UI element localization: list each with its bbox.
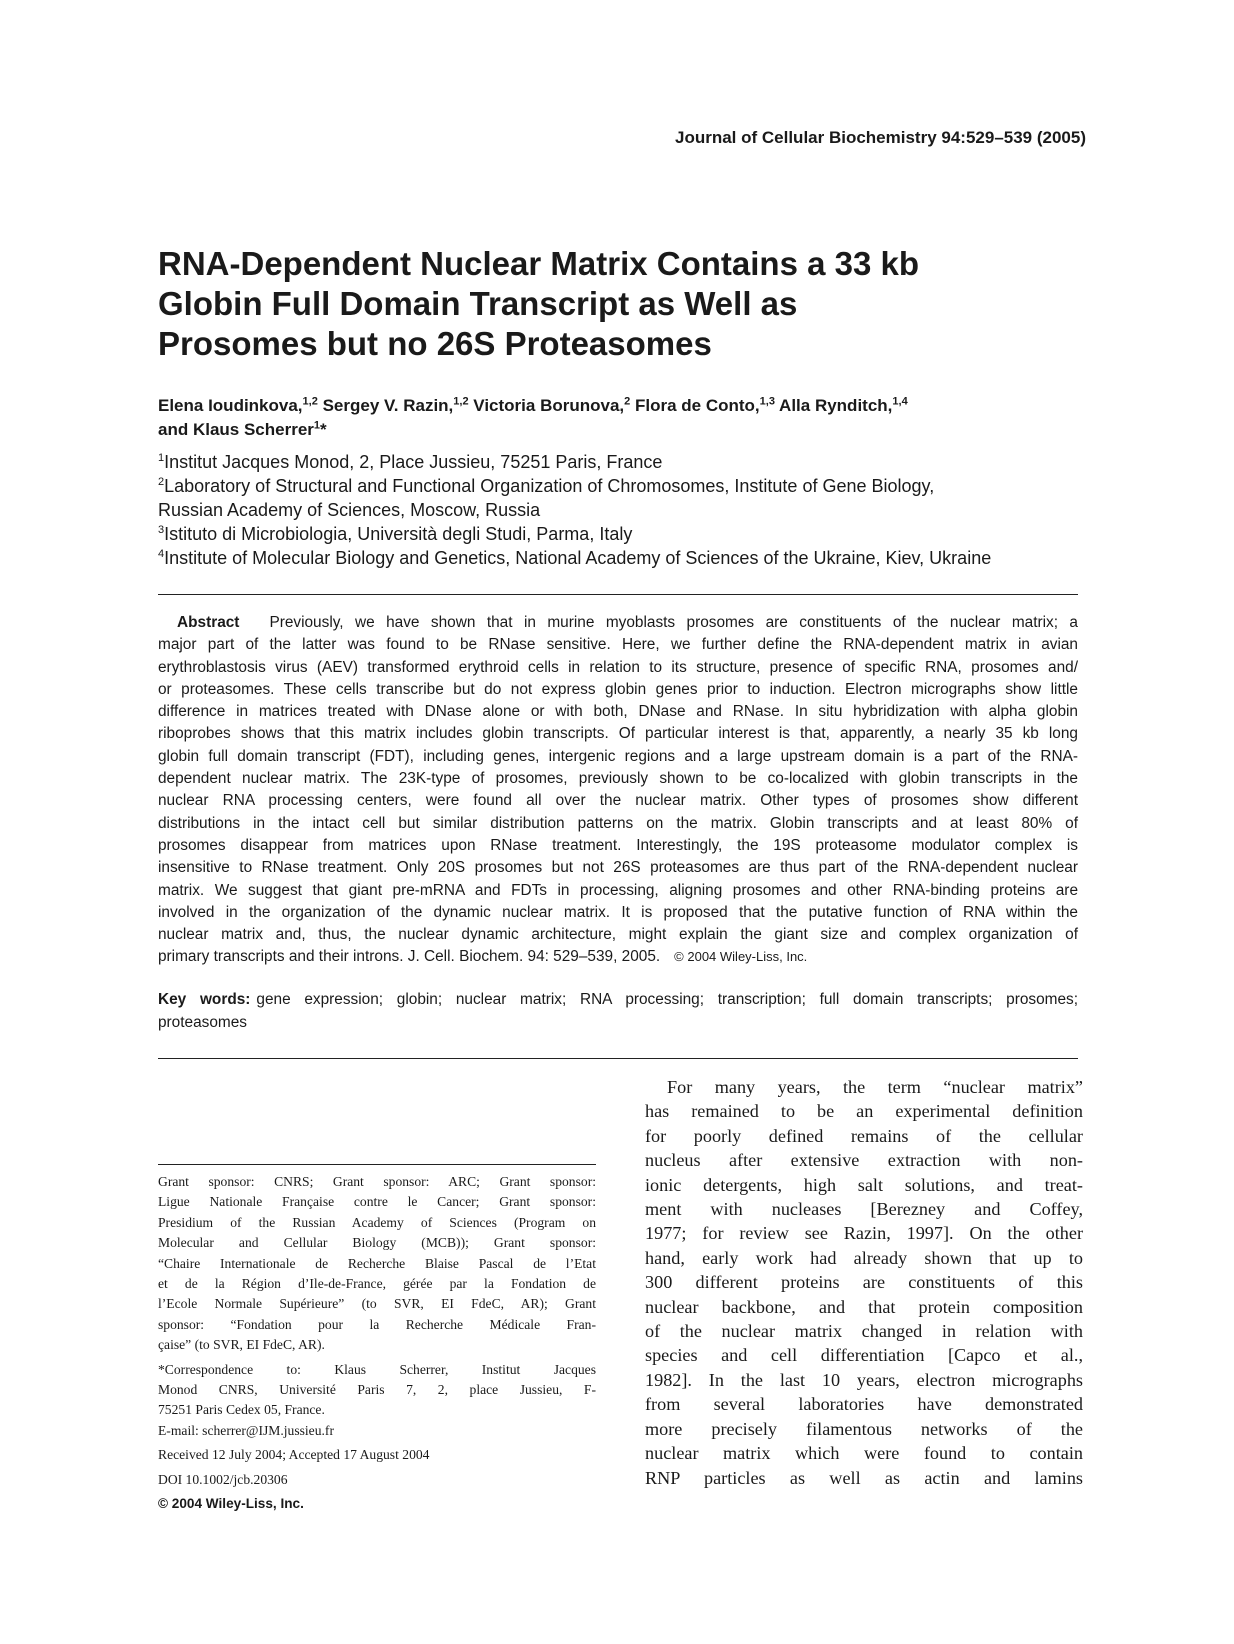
footnote-copyright: © 2004 Wiley-Liss, Inc. [158, 1496, 304, 1512]
abstract-text: primary transcripts and their introns. J. Cell. Biochem. 94: 529–539, 2005. [158, 948, 661, 966]
author-affil-sup: 1,2 [453, 395, 469, 408]
author-list [158, 394, 1078, 442]
title-line: Prosomes but no 26S Proteasomes [158, 325, 712, 362]
affiliation-line [158, 450, 1098, 474]
author-name: Alla Rynditch, [774, 396, 893, 415]
body-line: of the nuclear matrix changed in relation with [645, 1321, 1083, 1342]
title-line: RNA-Dependent Nuclear Matrix Contains a 33 kb [158, 245, 919, 282]
body-text-column [645, 1075, 1083, 1490]
abstract-label: Abstract [177, 614, 240, 631]
abstract-line: erythroblastosis virus (AEV) transformed erythroid cells in relation to its structure, presence of specific RNA, prosomes and/ [158, 658, 1078, 676]
grant-line: l’Ecole Normale Supérieure” (to SVR, EI FdeC, AR); Grant [158, 1296, 596, 1312]
abstract-line: insensitive to RNase treatment. Only 20S prosomes but not 26S proteasomes are thus part of the RNA-dependent nuclear [158, 859, 1078, 877]
body-line: nuclear matrix which were found to contain [645, 1443, 1083, 1464]
keywords-line: proteasomes [158, 1014, 247, 1031]
body-line: ionic detergents, high salt solutions, and treat- [645, 1174, 1083, 1195]
abstract [158, 612, 1078, 969]
author-affil-sup: 2 [624, 395, 631, 408]
abstract-line: dependent nuclear matrix. The 23K-type of prosomes, previously shown to be co-localized with globin transcripts in the [158, 770, 1078, 788]
abstract-line: matrix. We suggest that giant pre-mRNA and FDTs in processing, aligning prosomes and other RNA-binding proteins are [158, 881, 1078, 899]
correspondence-line: *Correspondence to: Klaus Scherrer, Institut Jacques [158, 1361, 596, 1377]
body-line: For many years, the term “nuclear matrix” [667, 1077, 1083, 1097]
affiliation-line [158, 546, 1098, 570]
keywords-label: Key words: [158, 991, 251, 1008]
body-line: hand, early work had already shown that up to [645, 1247, 1083, 1268]
abstract-line [158, 946, 1078, 968]
journal-citation: Journal of Cellular Biochemistry 94:529–539 (2005) [674, 128, 1086, 147]
affiliation-line [158, 522, 1098, 546]
abstract-line: riboprobes shows that this matrix includes globin transcripts. Of particular interest is that, apparently, a nearly 35 kb long [158, 725, 1078, 743]
author-name: and Klaus Scherrer [158, 420, 314, 439]
grant-line: çaise” (to SVR, EI FdeC, AR). [158, 1337, 325, 1353]
author-line [158, 418, 1078, 442]
body-line: more precisely filamentous networks of the [645, 1418, 1083, 1439]
abstract-copyright: © 2004 Wiley-Liss, Inc. [674, 949, 808, 965]
author-name: Flora de Conto, [630, 396, 760, 415]
abstract-text: Previously, we have shown that in murine myoblasts prosomes are constituents of the nuclear matrix; a [269, 614, 1078, 631]
abstract-line: globin full domain transcript (FDT), including genes, intergenic regions and a large upstream domain is a part of the RNA- [158, 747, 1078, 765]
title-line: Globin Full Domain Transcript as Well as [158, 285, 798, 322]
corresponding-star: * [320, 420, 327, 439]
grant-line: Presidium of the Russian Academy of Sciences (Program on [158, 1214, 596, 1230]
keywords-line [158, 988, 1078, 1011]
abstract-line: prosomes disappear from matrices upon RNase treatment. Interestingly, the 19S proteasome modulator complex is [158, 836, 1078, 854]
affiliations [158, 450, 1098, 570]
body-line: for poorly defined remains of the cellular [645, 1125, 1083, 1146]
keywords [158, 988, 1078, 1034]
received-date: Received 12 July 2004; Accepted 17 August 2004 [158, 1447, 430, 1463]
body-line: has remained to be an experimental definition [645, 1101, 1083, 1122]
affiliation-sup: 2 [158, 476, 165, 488]
abstract-top-rule [158, 594, 1078, 595]
doi: DOI 10.1002/jcb.20306 [158, 1471, 288, 1487]
correspondence-email: E-mail: scherrer@IJM.jussieu.fr [158, 1422, 334, 1438]
affiliation-text: Institut Jacques Monod, 2, Place Jussieu, 75251 Paris, France [164, 452, 663, 472]
body-line: ment with nucleases [Berezney and Coffey, [645, 1199, 1083, 1220]
affiliation-sup: 4 [158, 548, 165, 560]
grant-line: Molecular and Cellular Biology (MCB)); Grant sponsor: [158, 1235, 596, 1251]
abstract-line: major part of the latter was found to be RNase sensitive. Here, we further define the RNA-dependent matrix in avian [158, 636, 1078, 654]
abstract-line: nuclear matrix and, thus, the nuclear dynamic architecture, might explain the giant size and complex organization of [158, 926, 1078, 944]
grant-line: et de la Région d’Ile-de-France, gérée par la Fondation de [158, 1276, 596, 1292]
affiliation-line [158, 474, 1098, 498]
abstract-line: difference in matrices treated with DNase alone or with both, DNase and RNase. In situ hybridization with alpha globin [158, 703, 1078, 721]
affiliation-line [158, 498, 1098, 522]
article-title [158, 244, 1078, 364]
keywords-bottom-rule [158, 1058, 1078, 1059]
affiliation-text: Istituto di Microbiologia, Università degli Studi, Parma, Italy [164, 524, 633, 544]
footnotes [158, 1172, 596, 1515]
grant-line: sponsor: “Fondation pour la Recherche Médicale Fran- [158, 1316, 596, 1332]
body-line: RNP particles as well as actin and lamins [645, 1467, 1083, 1488]
author-affil-sup: 1,3 [759, 395, 775, 408]
author-name: Elena Ioudinkova, [158, 396, 303, 415]
footnote-rule [158, 1164, 596, 1165]
body-line: nuclear backbone, and that protein composition [645, 1296, 1083, 1317]
author-affil-sup: 1,4 [892, 395, 908, 408]
abstract-line [158, 612, 1078, 634]
grant-line: Ligue Nationale Française contre le Cancer; Grant sponsor: [158, 1194, 596, 1210]
keywords-text: gene expression; globin; nuclear matrix; RNA processing; transcription; full domain transcripts; prosomes; [256, 991, 1078, 1008]
author-affil-sup: 1,2 [302, 395, 318, 408]
affiliation-sup: 3 [158, 524, 165, 536]
body-line: 300 different proteins are constituents of this [645, 1272, 1083, 1293]
grant-line: “Chaire Internationale de Recherche Blaise Pascal de l’Etat [158, 1255, 596, 1271]
affiliation-sup: 1 [158, 452, 165, 464]
abstract-line: or proteasomes. These cells transcribe but do not express globin genes prior to induction. Electron micrographs show little [158, 680, 1078, 698]
affiliation-text: Laboratory of Structural and Functional Organization of Chromosomes, Institute of Gene Biology, [164, 476, 935, 496]
body-line: from several laboratories have demonstrated [645, 1394, 1083, 1415]
author-name: Victoria Borunova, [468, 396, 625, 415]
affiliation-text: Institute of Molecular Biology and Genetics, National Academy of Sciences of the Ukraine, Kiev, Ukraine [164, 548, 992, 568]
body-line: 1982]. In the last 10 years, electron micrographs [645, 1369, 1083, 1390]
correspondence-line: Monod CNRS, Université Paris 7, 2, place Jussieu, F- [158, 1382, 596, 1398]
body-line: nucleus after extensive extraction with non- [645, 1150, 1083, 1171]
affiliation-text: Russian Academy of Sciences, Moscow, Russia [158, 500, 541, 520]
abstract-line: involved in the organization of the dynamic nuclear matrix. It is proposed that the putative function of RNA within the [158, 903, 1078, 921]
abstract-line: distributions in the intact cell but similar distribution patterns on the matrix. Globin transcripts and at least 80% of [158, 814, 1078, 832]
grant-line: Grant sponsor: CNRS; Grant sponsor: ARC; Grant sponsor: [158, 1174, 596, 1189]
body-line: 1977; for review see Razin, 1997]. On the other [645, 1223, 1083, 1244]
author-name: Sergey V. Razin, [317, 396, 454, 415]
author-affil-sup: 1 [313, 419, 321, 432]
correspondence-line: 75251 Paris Cedex 05, France. [158, 1402, 325, 1418]
author-line [158, 394, 1078, 418]
body-line: species and cell differentiation [Capco et al., [645, 1345, 1083, 1366]
abstract-line: nuclear RNA processing centers, were found all over the nuclear matrix. Other types of prosomes show different [158, 792, 1078, 810]
